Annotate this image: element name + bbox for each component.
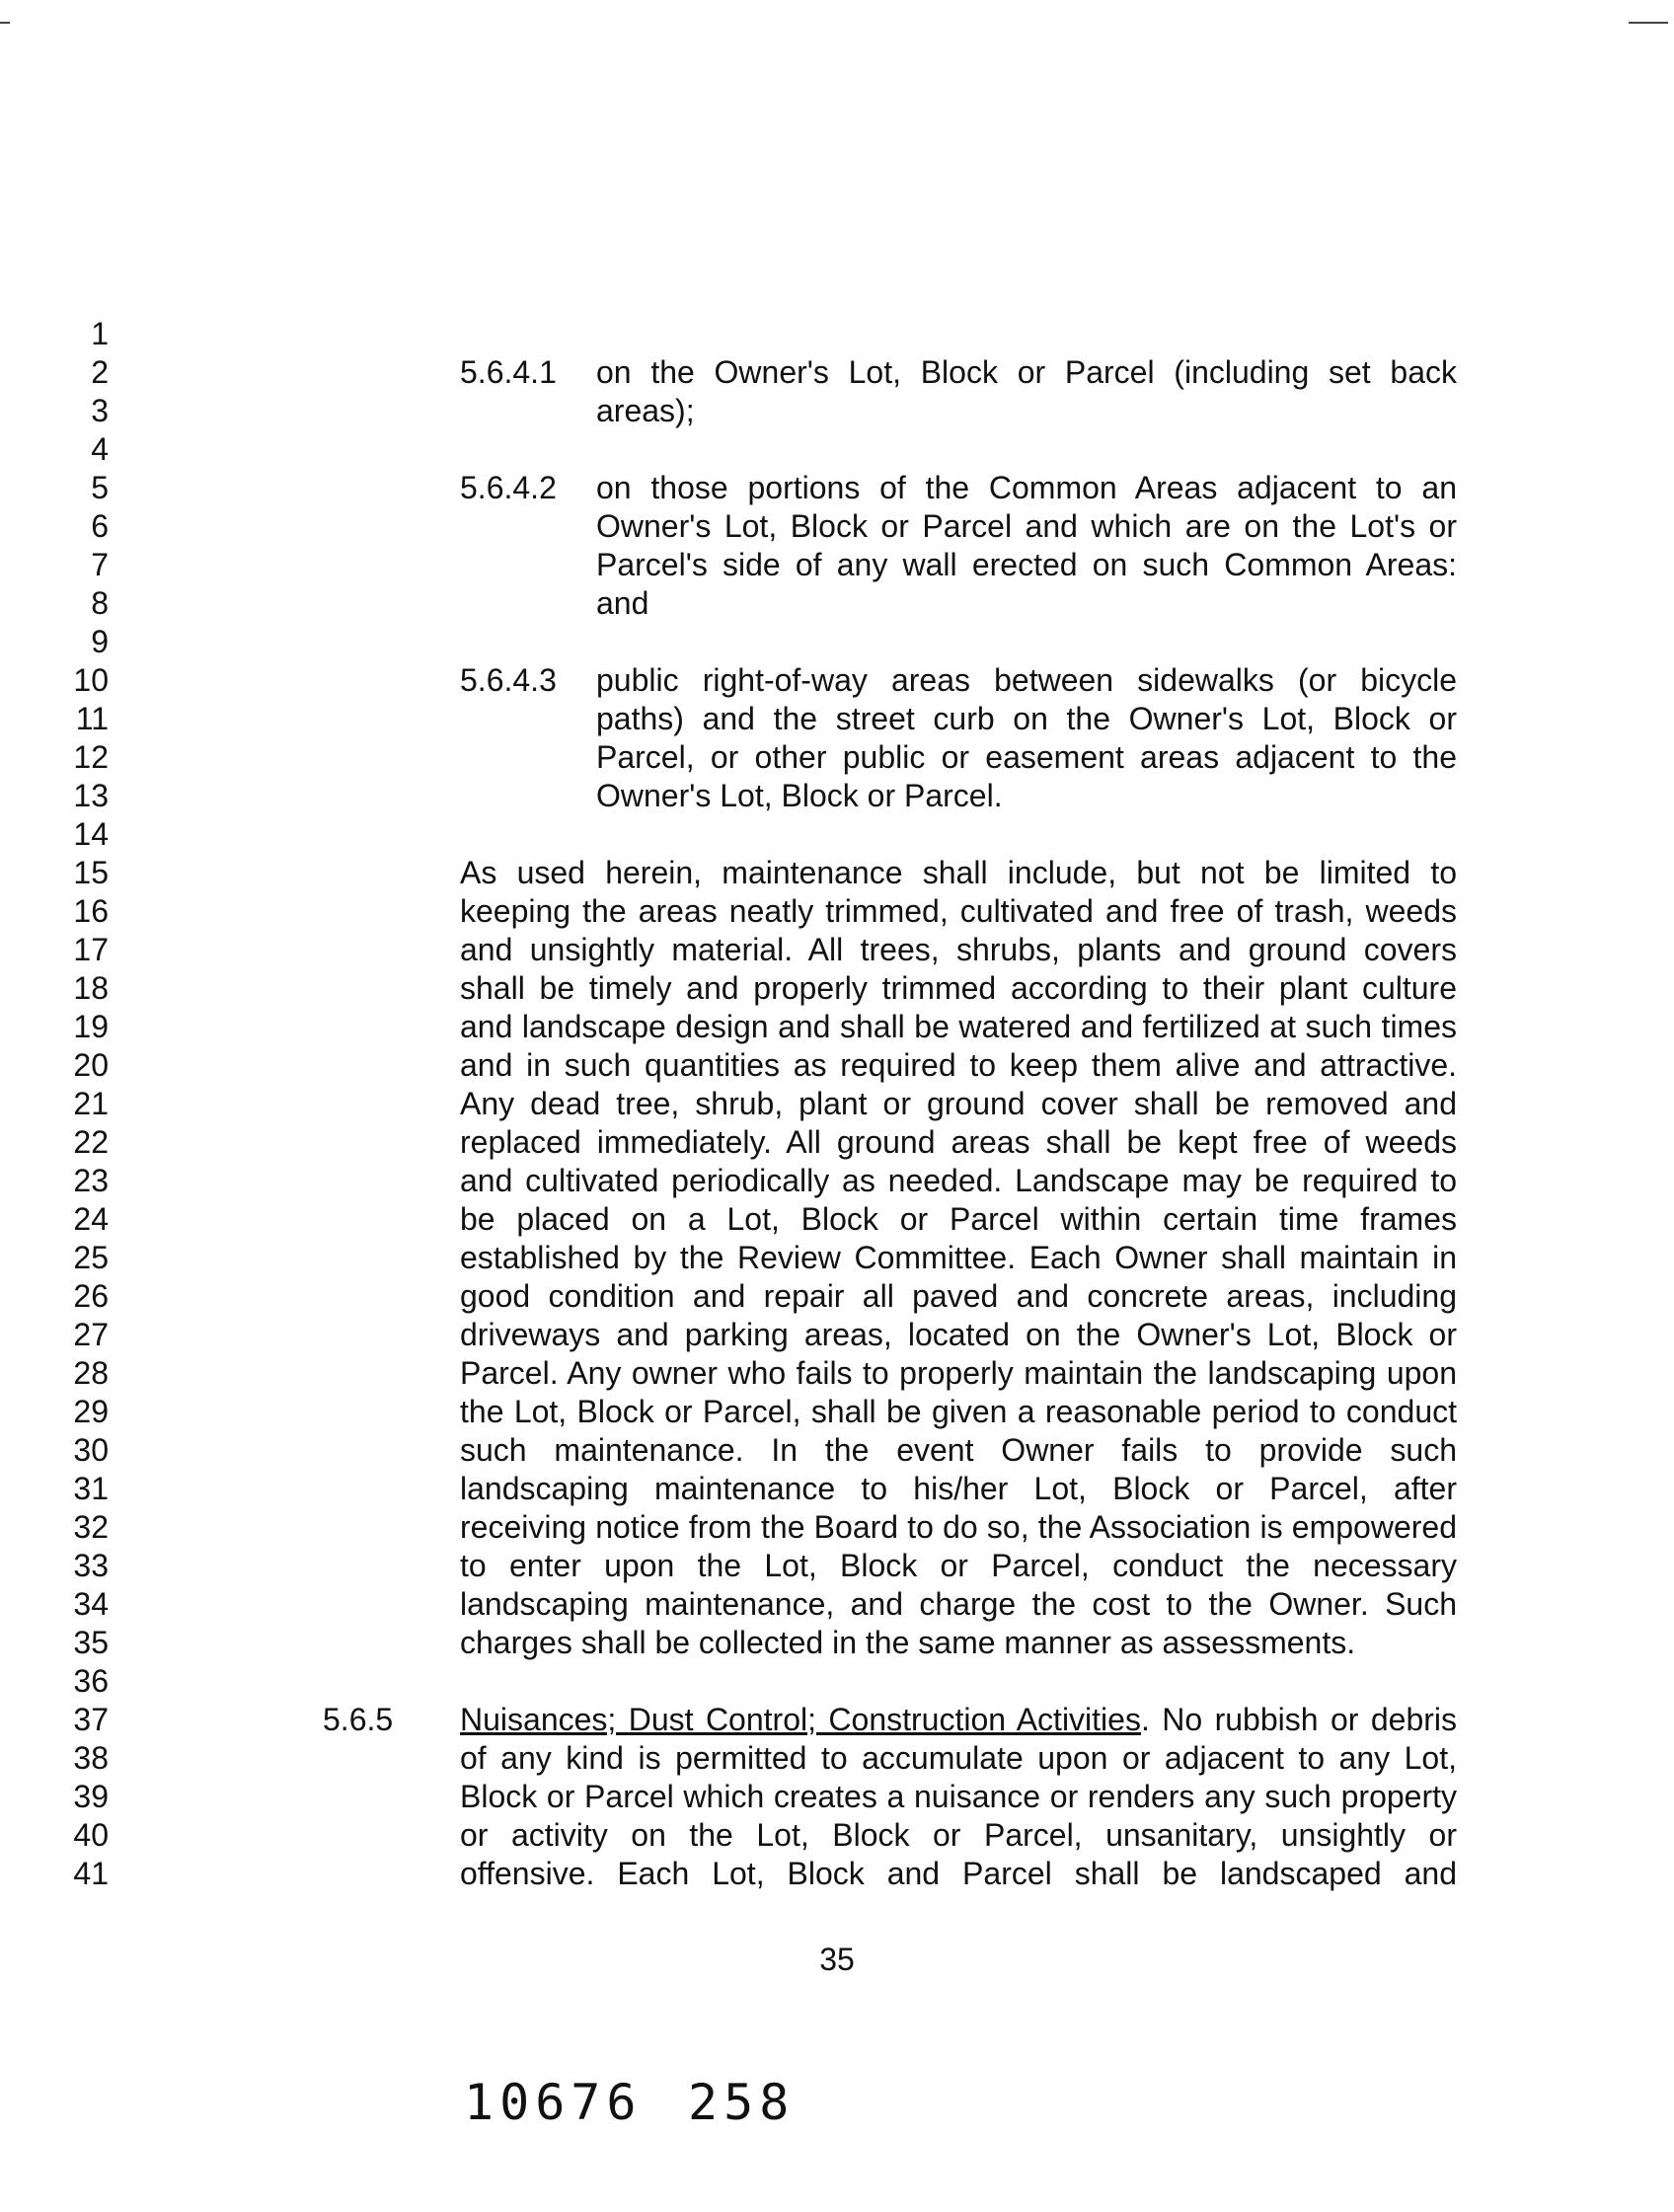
line-number: 21 bbox=[73, 1086, 109, 1121]
item-text-line: on the Owner's Lot, Block or Parcel (including set back bbox=[596, 354, 1457, 390]
line-number: 1 bbox=[91, 316, 109, 351]
line-number: 38 bbox=[73, 1740, 109, 1776]
paragraph-line: Parcel. Any owner who fails to properly maintain the landscaping upon bbox=[460, 1355, 1457, 1391]
item-text-line: paths) and the street curb on the Owner's Lot, Block or bbox=[596, 701, 1457, 736]
line-number: 16 bbox=[73, 893, 109, 929]
paragraph-line: replaced immediately. All ground areas shall be kept free of weeds bbox=[460, 1124, 1457, 1160]
paragraph-line: and in such quantities as required to keep them alive and attractive. bbox=[460, 1047, 1457, 1083]
line-number: 40 bbox=[73, 1817, 109, 1853]
paragraph-line: and landscape design and shall be watered and fertilized at such times bbox=[460, 1009, 1457, 1044]
item-text-line: Parcel's side of any wall erected on such Common Areas: bbox=[596, 547, 1457, 582]
line-number: 34 bbox=[73, 1586, 109, 1622]
section-first-line bbox=[460, 1701, 1457, 1738]
line-number: 6 bbox=[91, 508, 109, 544]
paragraph-line: landscaping maintenance, and charge the cost to the Owner. Such bbox=[460, 1586, 1457, 1622]
paragraph-line: and unsightly material. All trees, shrubs, plants and ground covers bbox=[460, 932, 1457, 967]
line-number: 8 bbox=[91, 585, 109, 621]
line-number: 23 bbox=[73, 1163, 109, 1198]
line-number: 26 bbox=[73, 1278, 109, 1314]
item-number: 5.6.4.3 bbox=[460, 662, 557, 698]
line-number: 22 bbox=[73, 1124, 109, 1160]
line-number: 15 bbox=[73, 855, 109, 890]
line-number: 29 bbox=[73, 1394, 109, 1429]
line-number: 39 bbox=[73, 1779, 109, 1814]
item-text-line: Parcel, or other public or easement areas adjacent to the bbox=[596, 739, 1457, 775]
line-number: 33 bbox=[73, 1548, 109, 1583]
line-number: 28 bbox=[73, 1355, 109, 1391]
line-number: 14 bbox=[73, 816, 109, 852]
section-number: 5.6.5 bbox=[323, 1702, 394, 1737]
line-number: 12 bbox=[73, 739, 109, 775]
paragraph-line: established by the Review Committee. Each Owner shall maintain in bbox=[460, 1240, 1457, 1275]
page-number: 35 bbox=[819, 1942, 855, 1977]
paragraph-line: the Lot, Block or Parcel, shall be given a reasonable period to conduct bbox=[460, 1394, 1457, 1429]
section-first-line-rest: . No rubbish or debris bbox=[1140, 1702, 1457, 1737]
item-number: 5.6.4.2 bbox=[460, 470, 557, 505]
paragraph-line: receiving notice from the Board to do so, the Association is empowered bbox=[460, 1509, 1457, 1545]
paragraph-line: driveways and parking areas, located on the Owner's Lot, Block or bbox=[460, 1317, 1457, 1352]
line-number: 17 bbox=[73, 932, 109, 967]
paragraph-line: landscaping maintenance to his/her Lot, Block or Parcel, after bbox=[460, 1471, 1457, 1506]
scan-edge-mark-right bbox=[1629, 22, 1668, 24]
line-number: 36 bbox=[73, 1663, 109, 1699]
line-number: 4 bbox=[91, 431, 109, 467]
paragraph-line: shall be timely and properly trimmed according to their plant culture bbox=[460, 970, 1457, 1006]
line-number: 18 bbox=[73, 970, 109, 1006]
paragraph-line: charges shall be collected in the same manner as assessments. bbox=[460, 1625, 1356, 1660]
scan-edge-mark-left bbox=[0, 22, 10, 24]
section-heading: Nuisances; Dust Control; Construction Activities bbox=[460, 1702, 1141, 1737]
paragraph-line: to enter upon the Lot, Block or Parcel, conduct the necessary bbox=[460, 1548, 1457, 1583]
section-line: of any kind is permitted to accumulate upon or adjacent to any Lot, bbox=[460, 1740, 1457, 1776]
item-text-line: and bbox=[596, 585, 649, 621]
line-number: 19 bbox=[73, 1009, 109, 1044]
paragraph-line: and cultivated periodically as needed. Landscape may be required to bbox=[460, 1163, 1457, 1198]
line-number: 3 bbox=[91, 393, 109, 428]
line-number: 13 bbox=[73, 778, 109, 813]
paragraph-line: be placed on a Lot, Block or Parcel within certain time frames bbox=[460, 1201, 1457, 1237]
paragraph-line: good condition and repair all paved and concrete areas, including bbox=[460, 1278, 1457, 1314]
recording-stamp-book: 10676 bbox=[464, 2074, 643, 2131]
line-number: 11 bbox=[75, 701, 109, 736]
line-number: 27 bbox=[73, 1317, 109, 1352]
item-text-line: Owner's Lot, Block or Parcel. bbox=[596, 778, 1003, 813]
line-number: 2 bbox=[91, 354, 109, 390]
section-line: Block or Parcel which creates a nuisance or renders any such property bbox=[460, 1779, 1457, 1814]
paragraph-line: keeping the areas neatly trimmed, cultivated and free of trash, weeds bbox=[460, 893, 1457, 929]
item-text-line: areas); bbox=[596, 393, 695, 428]
item-text-line: Owner's Lot, Block or Parcel and which are on the Lot's or bbox=[596, 508, 1457, 544]
recording-stamp-page: 258 bbox=[688, 2074, 796, 2131]
line-number: 9 bbox=[91, 624, 109, 659]
line-number: 20 bbox=[73, 1047, 109, 1083]
line-number: 41 bbox=[73, 1856, 109, 1891]
item-text-line: on those portions of the Common Areas adjacent to an bbox=[596, 470, 1457, 505]
item-number: 5.6.4.1 bbox=[460, 354, 557, 390]
paragraph-line: Any dead tree, shrub, plant or ground cover shall be removed and bbox=[460, 1086, 1457, 1121]
section-line: offensive. Each Lot, Block and Parcel shall be landscaped and bbox=[460, 1856, 1457, 1891]
line-number: 35 bbox=[73, 1625, 109, 1660]
paragraph-line: As used herein, maintenance shall include, but not be limited to bbox=[460, 855, 1457, 890]
item-text-line: public right-of-way areas between sidewalks (or bicycle bbox=[596, 662, 1457, 698]
line-number: 31 bbox=[73, 1471, 109, 1506]
paragraph-line: such maintenance. In the event Owner fails to provide such bbox=[460, 1432, 1457, 1468]
line-number: 24 bbox=[73, 1201, 109, 1237]
line-number: 25 bbox=[73, 1240, 109, 1275]
line-number: 37 bbox=[73, 1702, 109, 1737]
line-number: 7 bbox=[91, 547, 109, 582]
line-number: 30 bbox=[73, 1432, 109, 1468]
line-number: 10 bbox=[73, 662, 109, 698]
line-number: 32 bbox=[73, 1509, 109, 1545]
line-number: 5 bbox=[91, 470, 109, 505]
section-line: or activity on the Lot, Block or Parcel, unsanitary, unsightly or bbox=[460, 1817, 1457, 1853]
